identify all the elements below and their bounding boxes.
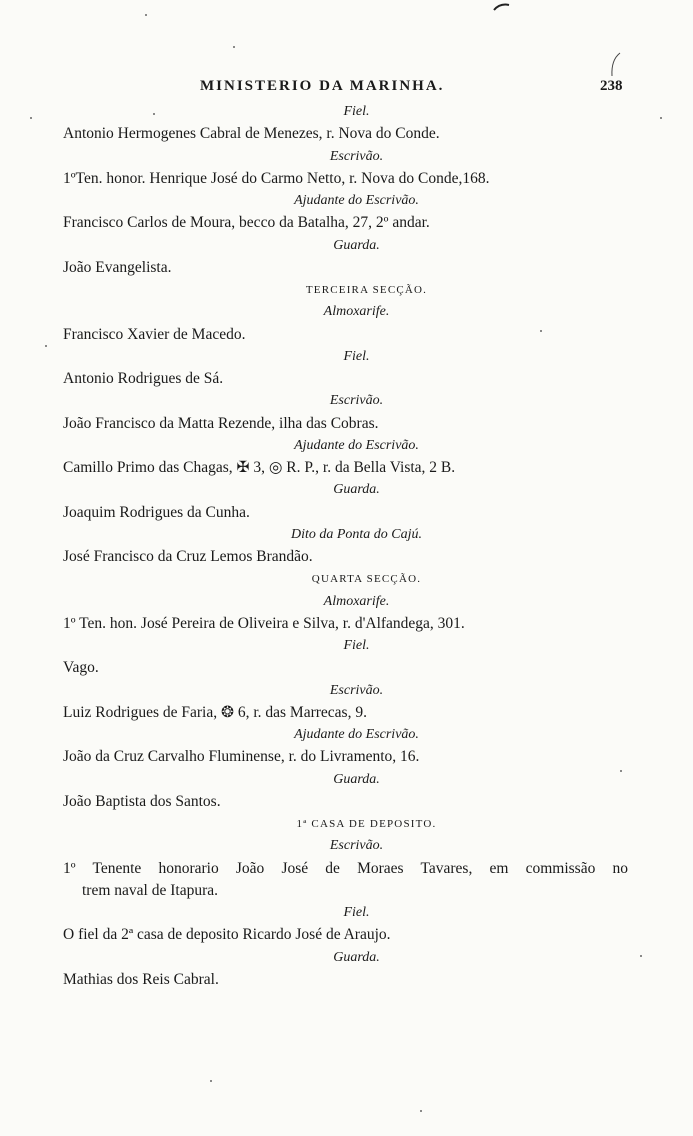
office-heading-text: Guarda. [333, 771, 380, 787]
office-heading-text: Fiel. [343, 905, 370, 920]
office-heading [0, 479, 693, 501]
name-entry: Francisco Xavier de Macedo. [63, 325, 246, 343]
name-entry-text: 1º Tenente honorario João José de Moraes Tavares, em commissão no [63, 859, 628, 877]
name-entry: Joaquim Rodrigues da Cunha. [63, 503, 250, 521]
office-heading-text: Almoxarife. [323, 304, 390, 320]
office-heading-text: Fiel. [343, 104, 370, 119]
office-heading-text: Dito da Ponta do Cajú. [290, 526, 423, 542]
name-entry: Mathias dos Reis Cabral. [63, 970, 219, 988]
office-heading-text: Ajudante do Escrivão. [294, 437, 419, 453]
name-entry: José Francisco da Cruz Lemos Brandão. [63, 548, 313, 565]
office-heading [0, 146, 693, 168]
office-heading-text: Guarda. [333, 237, 380, 253]
office-heading-text: Escrivão. [329, 838, 384, 854]
scan-mark-icon [608, 52, 622, 78]
office-heading-text: Fiel. [343, 638, 370, 653]
name-entry [0, 858, 693, 880]
office-heading-text: Almoxarife. [323, 593, 390, 609]
section-heading-text: TERCEIRA SECÇÃO. [305, 284, 428, 296]
section-heading-text: QUARTA SECÇÃO. [311, 573, 422, 586]
name-entry: João Evangelista. [63, 258, 172, 276]
name-entry: Antonio Hermogenes Cabral de Menezes, r. Nova do Conde. [63, 125, 440, 143]
office-heading-text: Ajudante do Escrivão. [294, 193, 419, 208]
section-heading-text: 1ª CASA DE DEPOSITO. [296, 818, 437, 830]
office-heading-text: Guarda. [333, 482, 380, 498]
section-heading [0, 279, 693, 301]
section-heading [0, 813, 693, 835]
running-header [0, 78, 693, 100]
office-heading-text: Escrivão. [329, 393, 384, 409]
office-heading-text: Ajudante do Escrivão. [294, 727, 419, 742]
office-heading [0, 301, 693, 323]
name-entry: Francisco Carlos de Moura, becco da Batalha, 27, 2º andar. [63, 214, 430, 232]
office-heading [0, 101, 693, 123]
office-heading [0, 346, 693, 368]
page-title: MINISTERIO DA MARINHA. [200, 78, 445, 94]
office-heading [0, 835, 693, 857]
section-heading [0, 568, 693, 590]
name-entry: Camillo Primo das Chagas, ✠ 3, ◎ R. P., r. da Bella Vista, 2 B. [63, 459, 456, 476]
name-entry: João da Cruz Carvalho Fluminense, r. do Livramento, 16. [63, 748, 420, 766]
office-heading-text: Fiel. [343, 348, 370, 364]
name-entry: João Baptista dos Santos. [63, 792, 221, 810]
office-heading-text: Guarda. [333, 949, 380, 965]
office-heading [0, 769, 693, 791]
page-body [0, 101, 693, 991]
name-entry: O fiel da 2ª casa de deposito Ricardo José de Araujo. [63, 926, 391, 944]
name-entry: João Francisco da Matta Rezende, ilha das Cobras. [63, 414, 379, 432]
name-entry: 1ºTen. honor. Henrique José do Carmo Netto, r. Nova do Conde,168. [63, 169, 490, 187]
office-heading [0, 902, 693, 924]
office-heading [0, 947, 693, 969]
name-entry: Vago. [63, 659, 99, 677]
office-heading [0, 390, 693, 412]
office-heading [0, 724, 693, 746]
name-entry-continuation: trem naval de Itapura. [82, 881, 218, 899]
office-heading [0, 524, 693, 546]
name-entry: Antonio Rodrigues de Sá. [63, 370, 224, 387]
office-heading [0, 190, 693, 212]
office-heading [0, 635, 693, 657]
office-heading [0, 680, 693, 702]
office-heading [0, 591, 693, 613]
name-entry: Luiz Rodrigues de Faria, ❂ 6, r. das Marrecas, 9. [63, 703, 367, 721]
page-number: 238 [600, 78, 623, 94]
scan-mark-icon [493, 2, 511, 12]
name-entry: 1º Ten. hon. José Pereira de Oliveira e Silva, r. d'Alfandega, 301. [63, 614, 465, 632]
office-heading [0, 435, 693, 457]
office-heading-text: Escrivão. [329, 148, 384, 164]
office-heading-text: Escrivão. [329, 682, 384, 698]
office-heading [0, 235, 693, 257]
